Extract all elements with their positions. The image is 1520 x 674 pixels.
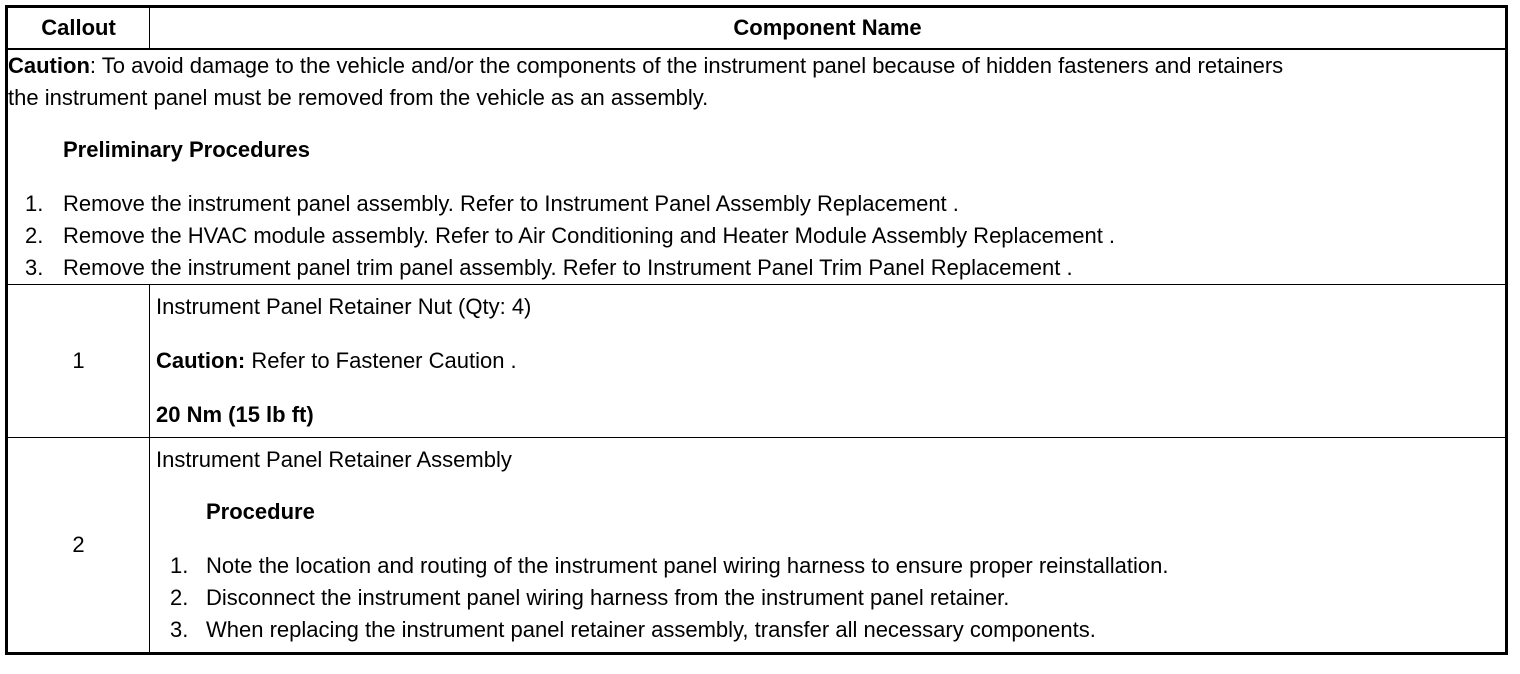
callout-table [5, 5, 1508, 655]
component-name: Instrument Panel Retainer Assembly [156, 447, 512, 472]
callout-header: Callout [7, 7, 150, 50]
step-text: Disconnect the instrument panel wiring harness from the instrument panel retainer. [206, 585, 1010, 610]
procedure-heading: Procedure [206, 499, 315, 524]
callout-number: 1 [7, 285, 150, 438]
list-item [8, 220, 1505, 252]
step-text: When replacing the instrument panel retainer assembly, transfer all necessary components. [206, 617, 1096, 642]
preliminary-steps-list [8, 188, 1505, 284]
caution-cell [7, 49, 1507, 285]
caution-label: Caution [8, 53, 90, 78]
step-number: 1. [170, 553, 189, 578]
step-text: Remove the HVAC module assembly. Refer to Air Conditioning and Heater Module Assembly Replacement . [63, 223, 1116, 248]
list-item [8, 252, 1505, 284]
fastener-caution [156, 345, 1499, 377]
procedure-steps-list [156, 550, 1499, 646]
list-item [156, 550, 1499, 582]
step-text: Remove the instrument panel trim panel assembly. Refer to Instrument Panel Trim Panel Replacement . [63, 255, 1073, 280]
step-number: 3. [170, 617, 189, 642]
preliminary-procedures-heading: Preliminary Procedures [63, 137, 311, 162]
step-number: 3. [25, 255, 44, 280]
component-name: Instrument Panel Retainer Nut (Qty: 4) [156, 294, 532, 319]
table-row [7, 438, 1507, 654]
caution-row [7, 49, 1507, 285]
step-number: 2. [25, 223, 44, 248]
component-cell [150, 285, 1507, 438]
step-text: Remove the instrument panel assembly. Refer to Instrument Panel Assembly Replacement . [63, 191, 959, 216]
caution-text-line-1: : To avoid damage to the vehicle and/or the components of the instrument panel because of hidden fasteners and retainers [89, 53, 1284, 78]
component-cell [150, 438, 1507, 654]
step-number: 2. [170, 585, 189, 610]
caution-line-1 [8, 50, 1505, 82]
caution-label: Caution: [156, 348, 246, 373]
table-row [7, 285, 1507, 438]
step-number: 1. [25, 191, 44, 216]
callout-number: 2 [7, 438, 150, 654]
list-item [156, 614, 1499, 646]
component-name-header: Component Name [150, 7, 1507, 50]
torque-spec: 20 Nm (15 lb ft) [156, 402, 314, 427]
step-text: Note the location and routing of the instrument panel wiring harness to ensure proper reinstallation. [206, 553, 1169, 578]
list-item [8, 188, 1505, 220]
list-item [156, 582, 1499, 614]
header-row [7, 7, 1507, 50]
caution-text: Refer to Fastener Caution . [245, 348, 517, 373]
caution-text-line-2: the instrument panel must be removed from the vehicle as an assembly. [8, 85, 709, 110]
